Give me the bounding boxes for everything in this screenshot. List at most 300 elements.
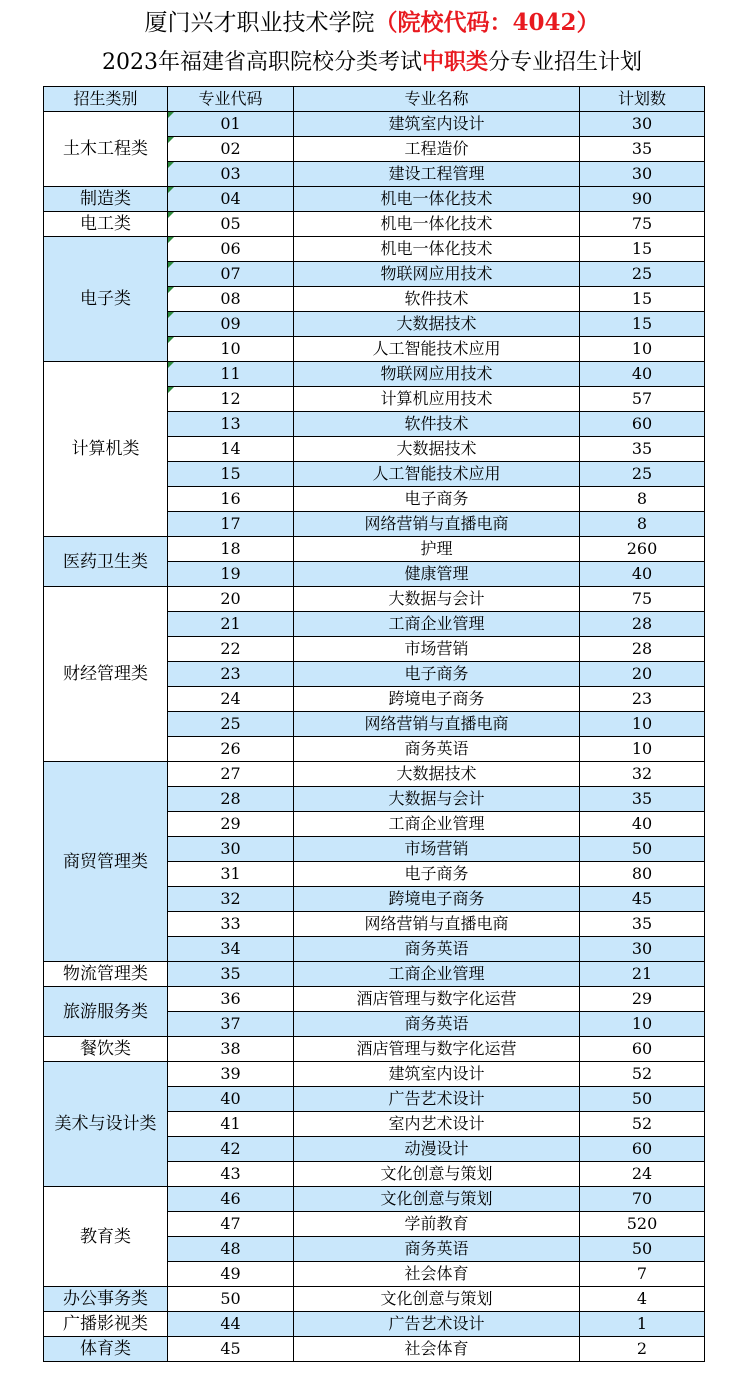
code-text: 02: [220, 139, 241, 158]
code-text: 23: [220, 664, 241, 683]
category-cell: 制造类: [44, 187, 168, 212]
code-cell: [168, 962, 294, 987]
major-text: 大数据技术: [396, 764, 477, 783]
major-text: 文化创意与策划: [380, 1189, 493, 1208]
category-cell: 计算机类: [44, 362, 168, 537]
code-text: 19: [220, 564, 241, 583]
table-row: [44, 987, 705, 1012]
quota-text: 75: [631, 214, 653, 233]
major-text: 健康管理: [404, 564, 469, 583]
quota-text: 25: [631, 264, 653, 283]
code-text: 35: [220, 964, 241, 983]
code-text: 45: [220, 1339, 241, 1358]
code-text: 32: [220, 889, 241, 908]
major-cell: [294, 512, 580, 537]
quota-cell: [580, 212, 705, 237]
school-name: 厦门兴才职业技术学院: [144, 10, 375, 36]
category-cell: 土木工程类: [44, 112, 168, 187]
major-text: 商务英语: [404, 1014, 469, 1033]
code-cell: [168, 862, 294, 887]
code-text: 49: [220, 1264, 241, 1283]
major-cell: [294, 1162, 580, 1187]
code-text: 05: [220, 214, 241, 233]
major-text: 酒店管理与数字化运营: [356, 989, 517, 1008]
category-cell: 体育类: [44, 1337, 168, 1362]
quota-text: 15: [631, 289, 653, 308]
code-text: 39: [220, 1064, 241, 1083]
code-cell: [168, 1212, 294, 1237]
table-row: [44, 962, 705, 987]
quota-text: 80: [631, 864, 653, 883]
code-text: 26: [220, 739, 241, 758]
quota-text: 30: [631, 939, 653, 958]
code-cell: [168, 462, 294, 487]
code-text: 06: [220, 239, 241, 258]
table-row: [44, 112, 705, 137]
major-text: 网络营销与直播电商: [364, 714, 509, 733]
code-text: 22: [220, 639, 241, 658]
quota-text: 7: [636, 1264, 648, 1283]
quota-cell: [580, 912, 705, 937]
code-cell: [168, 687, 294, 712]
header-major: 专业名称: [294, 87, 580, 112]
major-cell: [294, 712, 580, 737]
major-text: 计算机应用技术: [380, 389, 493, 408]
major-text: 建设工程管理: [388, 164, 485, 183]
category-cell: 广播影视类: [44, 1312, 168, 1337]
code-cell: [168, 1012, 294, 1037]
cell-marker-icon: [168, 187, 174, 193]
quota-text: 520: [626, 1214, 658, 1233]
major-text: 电子商务: [404, 864, 469, 883]
major-cell: [294, 887, 580, 912]
code-cell: [168, 1162, 294, 1187]
quota-cell: [580, 962, 705, 987]
quota-cell: [580, 262, 705, 287]
major-text: 网络营销与直播电商: [364, 914, 509, 933]
cell-marker-icon: [168, 137, 174, 143]
table-row: [44, 237, 705, 262]
major-cell: [294, 337, 580, 362]
table-row: [44, 1037, 705, 1062]
table-row: [44, 537, 705, 562]
quota-cell: [580, 862, 705, 887]
quota-cell: [580, 1312, 705, 1337]
category-cell: 旅游服务类: [44, 987, 168, 1037]
quota-text: 15: [631, 314, 653, 333]
major-cell: [294, 162, 580, 187]
major-text: 人工智能技术应用: [372, 339, 501, 358]
cell-marker-icon: [168, 337, 174, 343]
table-row: [44, 1187, 705, 1212]
major-cell: [294, 1112, 580, 1137]
category-cell: 电工类: [44, 212, 168, 237]
major-cell: [294, 837, 580, 862]
code-text: 12: [220, 389, 241, 408]
code-text: 46: [220, 1189, 241, 1208]
quota-cell: [580, 812, 705, 837]
quota-cell: [580, 437, 705, 462]
quota-text: 60: [631, 1139, 653, 1158]
quota-cell: [580, 237, 705, 262]
quota-text: 28: [631, 639, 653, 658]
quota-cell: [580, 837, 705, 862]
major-text: 工商企业管理: [388, 614, 485, 633]
quota-text: 1: [636, 1314, 648, 1333]
quota-cell: [580, 1062, 705, 1087]
major-text: 市场营销: [404, 639, 469, 658]
major-text: 工程造价: [404, 139, 469, 158]
quota-cell: [580, 137, 705, 162]
code-cell: [168, 437, 294, 462]
quota-text: 21: [631, 964, 653, 983]
quota-cell: [580, 1212, 705, 1237]
code-cell: [168, 1287, 294, 1312]
quota-text: 60: [631, 1039, 653, 1058]
category-cell: 医药卫生类: [44, 537, 168, 587]
quota-text: 23: [631, 689, 653, 708]
major-text: 网络营销与直播电商: [364, 514, 509, 533]
major-cell: [294, 662, 580, 687]
major-text: 建筑室内设计: [388, 114, 485, 133]
code-text: 16: [220, 489, 241, 508]
quota-text: 50: [631, 1089, 653, 1108]
major-cell: [294, 987, 580, 1012]
cell-marker-icon: [168, 112, 174, 118]
quota-cell: [580, 587, 705, 612]
code-cell: [168, 737, 294, 762]
code-cell: [168, 537, 294, 562]
code-cell: [168, 562, 294, 587]
category-cell: 办公事务类: [44, 1287, 168, 1312]
quota-text: 50: [631, 839, 653, 858]
code-cell: [168, 412, 294, 437]
quota-cell: [580, 112, 705, 137]
major-text: 软件技术: [404, 289, 469, 308]
quota-text: 29: [631, 989, 653, 1008]
code-cell: [168, 262, 294, 287]
code-text: 14: [220, 439, 241, 458]
major-text: 大数据与会计: [388, 589, 485, 608]
code-cell: [168, 812, 294, 837]
code-cell: [168, 112, 294, 137]
major-text: 室内艺术设计: [388, 1114, 485, 1133]
quota-text: 15: [631, 239, 653, 258]
quota-cell: [580, 462, 705, 487]
quota-cell: [580, 1087, 705, 1112]
quota-text: 4: [636, 1289, 648, 1308]
major-cell: [294, 562, 580, 587]
major-cell: [294, 637, 580, 662]
header-quota: 计划数: [580, 87, 705, 112]
table-row: [44, 187, 705, 212]
quota-cell: [580, 762, 705, 787]
cell-marker-icon: [168, 237, 174, 243]
category-cell: 商贸管理类: [44, 762, 168, 962]
code-text: 34: [220, 939, 241, 958]
quota-cell: [580, 187, 705, 212]
major-text: 社会体育: [404, 1339, 469, 1358]
major-cell: [294, 1262, 580, 1287]
enrollment-plan-table: [43, 86, 705, 1362]
code-cell: [168, 837, 294, 862]
code-text: 36: [220, 989, 241, 1008]
code-text: 18: [220, 539, 241, 558]
quota-cell: [580, 637, 705, 662]
quota-cell: [580, 1012, 705, 1037]
major-text: 物联网应用技术: [380, 364, 493, 383]
quota-text: 25: [631, 464, 653, 483]
category-cell: 教育类: [44, 1187, 168, 1287]
table-row: [44, 1062, 705, 1087]
major-cell: [294, 812, 580, 837]
major-cell: [294, 937, 580, 962]
quota-cell: [580, 1237, 705, 1262]
major-text: 社会体育: [404, 1264, 469, 1283]
quota-cell: [580, 562, 705, 587]
major-cell: [294, 687, 580, 712]
quota-cell: [580, 612, 705, 637]
school-title: [0, 6, 744, 40]
quota-text: 35: [631, 789, 653, 808]
major-cell: [294, 787, 580, 812]
major-text: 机电一体化技术: [380, 239, 493, 258]
cell-marker-icon: [168, 362, 174, 368]
code-cell: [168, 1187, 294, 1212]
quota-text: 50: [631, 1239, 653, 1258]
code-text: 42: [220, 1139, 241, 1158]
code-cell: [168, 1312, 294, 1337]
major-text: 物联网应用技术: [380, 264, 493, 283]
major-text: 商务英语: [404, 939, 469, 958]
quota-cell: [580, 1137, 705, 1162]
quota-cell: [580, 512, 705, 537]
major-cell: [294, 612, 580, 637]
code-cell: [168, 1337, 294, 1362]
major-text: 机电一体化技术: [380, 214, 493, 233]
major-cell: [294, 1187, 580, 1212]
quota-cell: [580, 162, 705, 187]
quota-cell: [580, 1187, 705, 1212]
major-text: 市场营销: [404, 839, 469, 858]
code-text: 30: [220, 839, 241, 858]
quota-text: 10: [631, 739, 653, 758]
code-text: 17: [220, 514, 241, 533]
major-text: 机电一体化技术: [380, 189, 493, 208]
code-text: 24: [220, 689, 241, 708]
major-text: 工商企业管理: [388, 814, 485, 833]
major-text: 酒店管理与数字化运营: [356, 1039, 517, 1058]
quota-cell: [580, 287, 705, 312]
quota-text: 8: [636, 514, 648, 533]
plan-title: [0, 44, 744, 80]
code-text: 48: [220, 1239, 241, 1258]
quota-cell: [580, 312, 705, 337]
quota-cell: [580, 737, 705, 762]
code-text: 50: [220, 1289, 241, 1308]
quota-text: 2: [636, 1339, 648, 1358]
code-text: 03: [220, 164, 241, 183]
quota-text: 57: [631, 389, 653, 408]
table-body: [44, 112, 705, 1362]
code-cell: [168, 937, 294, 962]
major-cell: [294, 1087, 580, 1112]
code-text: 37: [220, 1014, 241, 1033]
quota-cell: [580, 1037, 705, 1062]
cell-marker-icon: [168, 312, 174, 318]
table-row: [44, 1287, 705, 1312]
quota-text: 75: [631, 589, 653, 608]
major-cell: [294, 537, 580, 562]
code-cell: [168, 1112, 294, 1137]
major-text: 护理: [420, 539, 453, 558]
cell-marker-icon: [168, 387, 174, 393]
code-text: 20: [220, 589, 241, 608]
code-cell: [168, 237, 294, 262]
code-cell: [168, 787, 294, 812]
quota-text: 32: [631, 764, 653, 783]
quota-text: 52: [631, 1114, 653, 1133]
quota-cell: [580, 412, 705, 437]
code-text: 11: [220, 364, 241, 383]
major-text: 人工智能技术应用: [372, 464, 501, 483]
code-cell: [168, 137, 294, 162]
code-cell: [168, 1137, 294, 1162]
code-text: 28: [220, 789, 241, 808]
major-cell: [294, 737, 580, 762]
code-cell: [168, 762, 294, 787]
quota-text: 90: [631, 189, 653, 208]
category-cell: 餐饮类: [44, 1037, 168, 1062]
major-cell: [294, 1037, 580, 1062]
code-cell: [168, 187, 294, 212]
plan-title-post: 分专业招生计划: [488, 50, 643, 75]
category-cell: 物流管理类: [44, 962, 168, 987]
code-text: 09: [220, 314, 241, 333]
code-cell: [168, 612, 294, 637]
major-cell: [294, 1212, 580, 1237]
cell-marker-icon: [168, 162, 174, 168]
quota-text: 30: [631, 114, 653, 133]
major-text: 商务英语: [404, 739, 469, 758]
quota-cell: [580, 337, 705, 362]
quota-text: 35: [631, 139, 653, 158]
code-cell: [168, 212, 294, 237]
code-text: 41: [220, 1114, 241, 1133]
major-cell: [294, 862, 580, 887]
code-text: 31: [220, 864, 241, 883]
code-text: 43: [220, 1164, 241, 1183]
quota-cell: [580, 1162, 705, 1187]
code-cell: [168, 1062, 294, 1087]
major-cell: [294, 1062, 580, 1087]
major-cell: [294, 1312, 580, 1337]
quota-text: 10: [631, 714, 653, 733]
code-text: 44: [220, 1314, 241, 1333]
major-cell: [294, 762, 580, 787]
code-cell: [168, 1262, 294, 1287]
quota-cell: [580, 937, 705, 962]
quota-text: 8: [636, 489, 648, 508]
table-row: [44, 1337, 705, 1362]
code-cell: [168, 662, 294, 687]
major-cell: [294, 212, 580, 237]
quota-text: 20: [631, 664, 653, 683]
code-text: 40: [220, 1089, 241, 1108]
code-cell: [168, 337, 294, 362]
major-cell: [294, 112, 580, 137]
major-cell: [294, 412, 580, 437]
major-cell: [294, 1237, 580, 1262]
quota-text: 28: [631, 614, 653, 633]
category-cell: 电子类: [44, 237, 168, 362]
code-cell: [168, 287, 294, 312]
code-text: 38: [220, 1039, 241, 1058]
category-cell: 财经管理类: [44, 587, 168, 762]
header-category: 招生类别: [44, 87, 168, 112]
major-text: 软件技术: [404, 414, 469, 433]
quota-text: 60: [631, 414, 653, 433]
major-cell: [294, 312, 580, 337]
major-text: 商务英语: [404, 1239, 469, 1258]
school-code: （院校代码：4042）: [374, 9, 600, 36]
code-text: 27: [220, 764, 241, 783]
code-text: 04: [220, 189, 241, 208]
major-text: 文化创意与策划: [380, 1164, 493, 1183]
code-text: 07: [220, 264, 241, 283]
quota-cell: [580, 787, 705, 812]
cell-marker-icon: [168, 212, 174, 218]
code-text: 25: [220, 714, 241, 733]
code-cell: [168, 887, 294, 912]
quota-cell: [580, 1262, 705, 1287]
major-cell: [294, 287, 580, 312]
major-cell: [294, 262, 580, 287]
code-text: 01: [220, 114, 241, 133]
major-text: 建筑室内设计: [388, 1064, 485, 1083]
quota-cell: [580, 1112, 705, 1137]
quota-cell: [580, 687, 705, 712]
quota-text: 10: [631, 339, 653, 358]
major-cell: [294, 587, 580, 612]
major-text: 学前教育: [404, 1214, 469, 1233]
major-cell: [294, 1137, 580, 1162]
major-text: 文化创意与策划: [380, 1289, 493, 1308]
cell-marker-icon: [168, 287, 174, 293]
major-text: 动漫设计: [404, 1139, 469, 1158]
quota-cell: [580, 362, 705, 387]
major-text: 电子商务: [404, 664, 469, 683]
quota-text: 10: [631, 1014, 653, 1033]
major-cell: [294, 187, 580, 212]
code-text: 29: [220, 814, 241, 833]
code-text: 08: [220, 289, 241, 308]
table-row: [44, 587, 705, 612]
code-cell: [168, 1037, 294, 1062]
major-cell: [294, 962, 580, 987]
major-cell: [294, 1287, 580, 1312]
code-cell: [168, 712, 294, 737]
quota-cell: [580, 1337, 705, 1362]
quota-text: 52: [631, 1064, 653, 1083]
quota-text: 45: [631, 889, 653, 908]
major-text: 大数据技术: [396, 439, 477, 458]
code-text: 33: [220, 914, 241, 933]
major-text: 跨境电子商务: [388, 889, 485, 908]
code-cell: [168, 387, 294, 412]
major-text: 跨境电子商务: [388, 689, 485, 708]
major-cell: [294, 462, 580, 487]
